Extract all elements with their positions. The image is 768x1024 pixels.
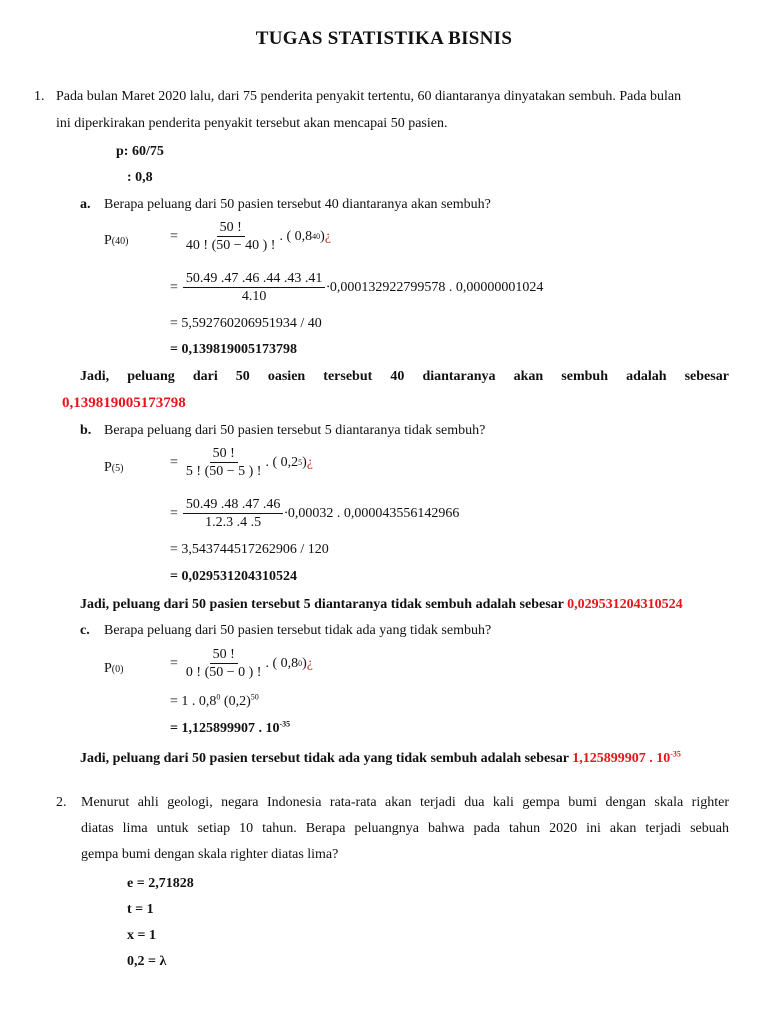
part-b-formula-line3: = 3,543744517262906 / 120	[170, 542, 329, 557]
part-a-formula-line3: = 5,592760206951934 / 40	[170, 316, 322, 331]
part-b-result: = 0,029531204310524	[170, 569, 297, 584]
part-c-conclusion: Jadi, peluang dari 50 pasien tersebut tidak ada yang tidak sembuh adalah sebesar 1,125899907 . $10^{-35}$	[80, 749, 681, 766]
part-a-fraction-1: $\frac{50 !}{40 ! (50 - 40 ) !}$	[185, 220, 276, 253]
part-b-fraction-1: $\frac{50 !}{5 ! (50 - 5 ) !}$	[185, 446, 262, 479]
part-a-result: = 0,139819005173798	[170, 342, 297, 357]
part-a-conclusion-word: diantaranya	[422, 369, 496, 384]
variable-t: t = 1	[127, 902, 154, 917]
part-a-fraction-2: $\frac{50.49 .47 .46 .44 .43 .41}{4.10}$	[183, 271, 326, 304]
part-a-conclusion-value: 0,139819005173798	[62, 395, 186, 411]
part-b-fraction-2: $\frac{50.49 .48 .47 .46}{1.2.3 .4 .5}$	[183, 497, 284, 530]
part-c-p-label: P(0)	[104, 661, 124, 676]
question-1-text-line1: Pada bulan Maret 2020 lalu, dari 75 penderita penyakit tertentu, 60 diantaranya dinyatakan sembuh. Pada bulan	[56, 89, 682, 104]
part-a-p-label: P(40)	[104, 233, 129, 248]
part-c-fraction-1: $\frac{50 !}{0 ! (50 - 0 ) !}$	[185, 647, 262, 680]
part-a-conclusion-word: tersebut	[323, 369, 373, 384]
part-a-label: a.	[80, 197, 91, 212]
question-1-number: 1.	[34, 89, 45, 104]
probability-p-value: : 0,8	[127, 170, 153, 185]
question-2-text-line1: Menurut ahli geologi, negara Indonesia rata-rata akan terjadi dua kali gempa bumi dengan skala righter	[81, 795, 729, 810]
part-a-conclusion-word: 40	[390, 369, 405, 384]
part-a-question: Berapa peluang dari 50 pasien tersebut 40 diantaranya akan sembuh?	[104, 197, 491, 212]
part-b-formula-line2: = $\frac{50.49 .48 .47 .46}{1.2.3 .4 .5}$ ∙0,00032 . 0,000043556142966	[170, 497, 460, 530]
part-a-conclusion-word: 50	[235, 369, 250, 384]
part-a-conclusion-word: sembuh	[561, 369, 608, 384]
part-a-conclusion-word: akan	[513, 369, 544, 384]
part-a-conclusion-word: dari	[192, 369, 218, 384]
part-c-formula-line2: = 1 . $0,8^0$ $(0,2)^{50}$	[170, 692, 259, 709]
part-a-conclusion-word: oasien	[267, 369, 306, 384]
part-a-conclusion-word: adalah	[626, 369, 667, 384]
part-b-question: Berapa peluang dari 50 pasien tersebut 5 diantaranya tidak sembuh?	[104, 423, 486, 438]
question-2-text-line2: diatas lima untuk setiap 10 tahun. Berapa peluangnya bahwa pada tahun 2020 ini akan terjadi sebuah	[81, 821, 729, 836]
part-c-result: = 1,125899907 . $10^{-35}$	[170, 719, 291, 736]
question-2-number: 2.	[56, 795, 67, 810]
part-a-formula-line2: = $\frac{50.49 .47 .46 .44 .43 .41}{4.10}$ ∙0,000132922799578 . 0,00000001024	[170, 271, 544, 304]
part-a-formula-line1: = $\frac{50 !}{40 ! (50 - 40 ) !}$ . ( 0,8 40 ) ¿	[170, 220, 332, 253]
part-b-p-label: P(5)	[104, 460, 124, 475]
question-1-text-line2: ini diperkirakan penderita penyakit tersebut akan mencapai 50 pasien.	[56, 116, 448, 131]
part-b-conclusion: Jadi, peluang dari 50 pasien tersebut 5 diantaranya tidak sembuh adalah sebesar 0,029531204310524	[80, 597, 683, 612]
part-b-formula-line1: = $\frac{50 !}{5 ! (50 - 5 ) !}$ . ( 0,2 5 ) ¿	[170, 446, 314, 479]
part-a-conclusion-word: peluang	[127, 369, 175, 384]
part-a-conclusion-word: sebesar	[684, 369, 729, 384]
probability-p: p: 60/75	[116, 144, 164, 159]
variable-e: e = 2,71828	[127, 876, 194, 891]
part-c-question: Berapa peluang dari 50 pasien tersebut tidak ada yang tidak sembuh?	[104, 623, 492, 638]
question-2-text-line3: gempa bumi dengan skala righter diatas lima?	[81, 847, 339, 862]
part-c-label: c.	[80, 623, 90, 638]
part-a-conclusion-word: Jadi,	[80, 369, 110, 384]
document-title: TUGAS STATISTIKA BISNIS	[255, 28, 513, 49]
part-c-formula-line1: = $\frac{50 !}{0 ! (50 - 0 ) !}$ . ( 0,8 0 ) ¿	[170, 647, 314, 680]
variable-x: x = 1	[127, 928, 156, 943]
variable-lambda: 0,2 = λ	[127, 954, 167, 969]
part-a-conclusion	[80, 369, 729, 385]
part-b-label: b.	[80, 423, 92, 438]
